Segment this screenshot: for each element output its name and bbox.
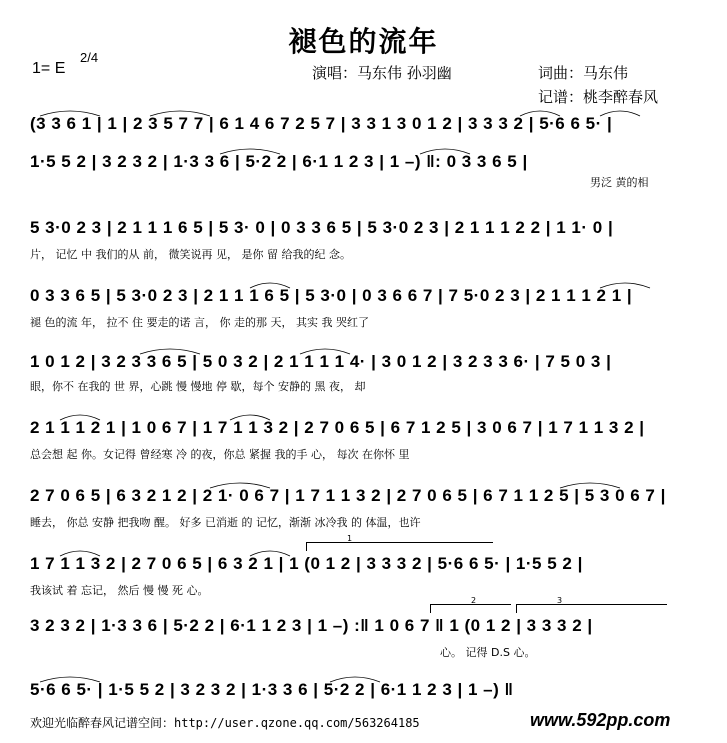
volta-number-3: 3 (557, 596, 563, 605)
slur (600, 111, 640, 116)
score-row-2-notes: 1·5 5 2 | 3 2 3 2 | 1·3 3 6 | 5·2 2 | 6·1 1 2 3 | 1 –) ‖: 0 3 3 6 5 | (30, 152, 528, 171)
slur (60, 415, 100, 420)
slur (150, 111, 210, 116)
slur (230, 415, 270, 420)
slur (600, 283, 650, 288)
score-row-1-notes: (3 3 6 1 | 1 | 2 3 5 7 7 | 6 1 4 6 7 2 5 7 | 3 3 1 3 0 1 2 | 3 3 3 2 | 5·6 6 5· | (30, 114, 613, 133)
slur (140, 349, 200, 354)
volta-number-1: 1 (347, 534, 353, 543)
slur (60, 551, 100, 556)
key-signature: 1= E (32, 60, 66, 77)
slur (300, 349, 350, 354)
slur (40, 111, 100, 116)
lyrics-row-9: 心。 记得 D.S 心。 (440, 646, 536, 659)
transcriber: 记谱：桃李醉春风 (538, 88, 659, 106)
song-title: 褪色的流年 (288, 25, 439, 58)
slur (420, 149, 470, 154)
score-row-6-notes: 2 1 1 1 2 1 | 1 0 6 7 | 1 7 1 1 3 2 | 2 7 0 6 5 | 6 7 1 2 5 | 3 0 6 7 | 1 7 1 1 3 2 | (30, 418, 645, 437)
lyrics-row-6: 总会想 起 你。女记得 曾经寒 冷 的夜，你总 紧握 我的手 心， 每次 在你怀 里 (30, 448, 410, 461)
slur (220, 149, 280, 154)
slur (250, 283, 290, 288)
footer-text: 欢迎光临醉春风记谱空间：http://user.qzone.qq.com/563264185 (30, 716, 420, 730)
slur (250, 551, 290, 556)
score-row-9-notes: 3 2 3 2 | 1·3 3 6 | 5·2 2 | 6·1 1 2 3 | 1 –) :‖ 1 0 6 7 ‖ 1 (0 1 2 | 3 3 3 2 | (30, 616, 593, 635)
lyrics-row-3: 片， 记忆 中 我们的从 前， 微笑说再 见， 是你 留 给我的纪 念。 (30, 248, 351, 261)
lyrics-row-7: 睡去， 你总 安静 把我吻 醒。 好多 已消逝 的 记忆，渐渐 冰冷我 的 体温，也许 (30, 516, 421, 529)
score-row-5-notes: 1 0 1 2 | 3 2 3 3 6 5 | 5 0 3 2 | 2 1 1 1 1 4· | 3 0 1 2 | 3 2 3 3 6· | 7 5 0 3 | (30, 352, 612, 371)
score-row-10-notes: 5·6 6 5· | 1·5 5 2 | 3 2 3 2 | 1·3 3 6 | 5·2 2 | 6·1 1 2 3 | 1 –) ‖ (30, 680, 514, 699)
volta-number-2: 2 (471, 596, 477, 605)
slur (560, 483, 620, 488)
slur (520, 111, 560, 116)
slur (210, 483, 270, 488)
performers: 演唱：马东伟 孙羽幽 (312, 64, 452, 82)
composer: 词曲：马东伟 (538, 64, 629, 82)
score-row-4-notes: 0 3 3 6 5 | 5 3·0 2 3 | 2 1 1 1 6 5 | 5 3·0 | 0 3 6 6 7 | 7 5·0 2 3 | 2 1 1 1 2 1 | (30, 286, 633, 305)
score-row-8-notes: 1 7 1 1 3 2 | 2 7 0 6 5 | 6 3 2 1 | 1 (0 1 2 | 3 3 3 2 | 5·6 6 5· | 1·5 5 2 | (30, 554, 583, 573)
slur (330, 677, 380, 682)
slur (40, 677, 100, 682)
lyrics-row-5: 眼，你不 在我的 世 界，心跳 慢 慢地 停 歇，每个 安静的 黑 夜， 却 (30, 380, 366, 393)
score-row-3-notes: 5 3·0 2 3 | 2 1 1 1 6 5 | 5 3· 0 | 0 3 3 6 5 | 5 3·0 2 3 | 2 1 1 1 2 2 | 1 1· 0 | (30, 218, 614, 237)
lyrics-row-8: 我该试 着 忘记， 然后 慢 慢 死 心。 (30, 584, 209, 597)
lyrics-row-4: 褪 色的流 年， 拉不 住 要走的诺 言， 你 走的那 天， 其实 我 哭红了 (30, 316, 369, 329)
watermark-logo: www.592pp.com (530, 710, 671, 730)
score-row-7-notes: 2 7 0 6 5 | 6 3 2 1 2 | 2 1· 0 6 7 | 1 7 1 1 3 2 | 2 7 0 6 5 | 6 7 1 1 2 5 | 5 3 0 6 7 | (30, 486, 666, 505)
time-signature-value: 2/4 (80, 50, 99, 65)
lyrics-row-2: 男泛 黄的相 (590, 176, 649, 189)
